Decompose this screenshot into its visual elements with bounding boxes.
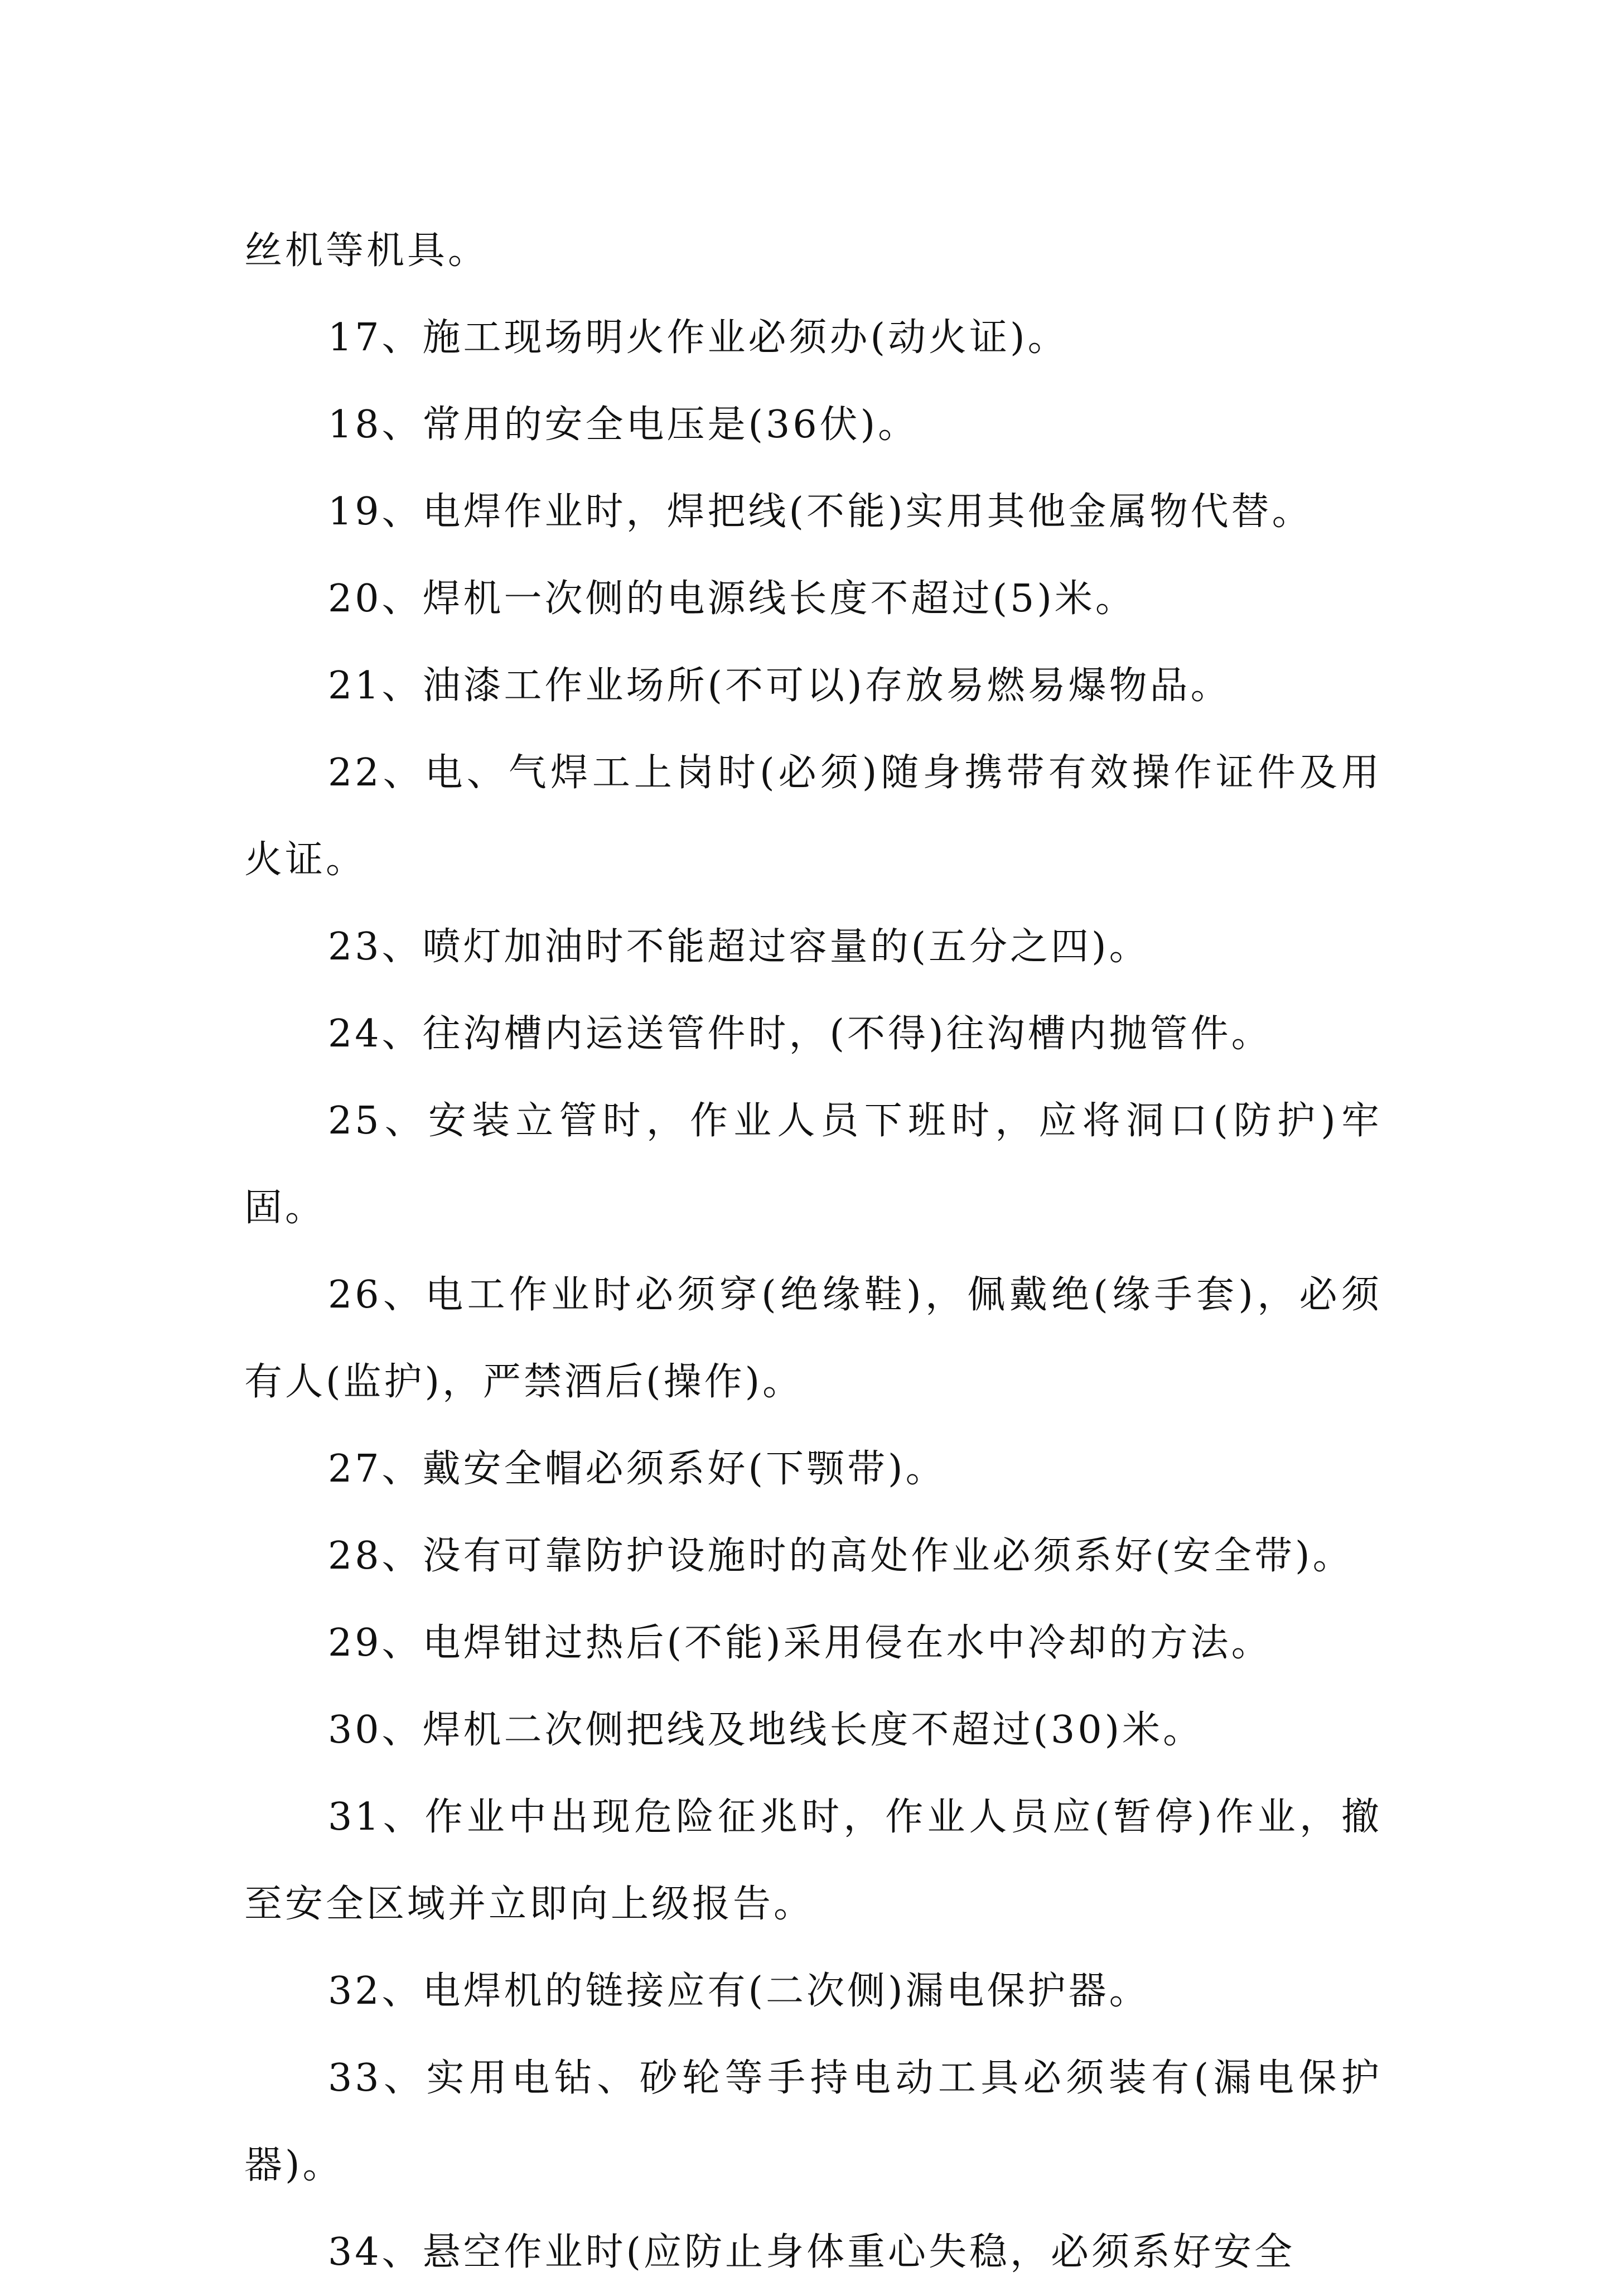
paragraph-item-27: 27、戴安全帽必须系好(下颚带)。 [328,1447,946,1491]
paragraph-item-22: 22、电、气焊工上岗时(必须)随身携带有效操作证件及用火证。 [244,751,1382,882]
paragraph-item-33: 33、实用电钻、砂轮等手持电动工具必须装有(漏电保护器)。 [244,2056,1382,2187]
paragraph-item-31: 31、作业中出现危险征兆时，作业人员应(暂停)作业，撤至安全区域并立即向上级报告。 [244,1795,1382,1926]
paragraph-item-28: 28、没有可靠防护设施时的高处作业必须系好(安全带)。 [328,1534,1354,1578]
paragraph-item-32: 32、电焊机的链接应有(二次侧)漏电保护器。 [328,1969,1150,2013]
paragraph-item-30: 30、焊机二次侧把线及地线长度不超过(30)米。 [328,1708,1204,1752]
paragraph-item-23: 23、喷灯加油时不能超过容量的(五分之四)。 [328,925,1150,969]
paragraph-item-20: 20、焊机一次侧的电源线长度不超过(5)米。 [328,577,1136,621]
paragraph-item-17: 17、施工现场明火作业必须办(动火证)。 [328,316,1069,360]
paragraph-item-18: 18、常用的安全电压是(36伏)。 [328,403,919,447]
paragraph-item-24: 24、往沟槽内运送管件时，(不得)往沟槽内抛管件。 [328,1012,1272,1056]
paragraph-item-34: 34、悬空作业时(应防止身体重心失稳，必须系好安全 [328,2230,1296,2274]
paragraph-item-29: 29、电焊钳过热后(不能)采用侵在水中冷却的方法。 [328,1621,1272,1665]
paragraph-continuation: 丝机等机具。 [244,229,489,273]
paragraph-item-26: 26、电工作业时必须穿(绝缘鞋)，佩戴绝(缘手套)，必须有人(监护)，严禁酒后(操作)。 [244,1273,1382,1404]
document-body [244,208,1382,2296]
paragraph-item-21: 21、油漆工作业场所(不可以)存放易燃易爆物品。 [328,664,1231,708]
paragraph-item-25: 25、安装立管时，作业人员下班时，应将洞口(防护)牢固。 [244,1099,1382,1230]
paragraph-item-19: 19、电焊作业时，焊把线(不能)实用其他金属物代替。 [328,490,1313,534]
